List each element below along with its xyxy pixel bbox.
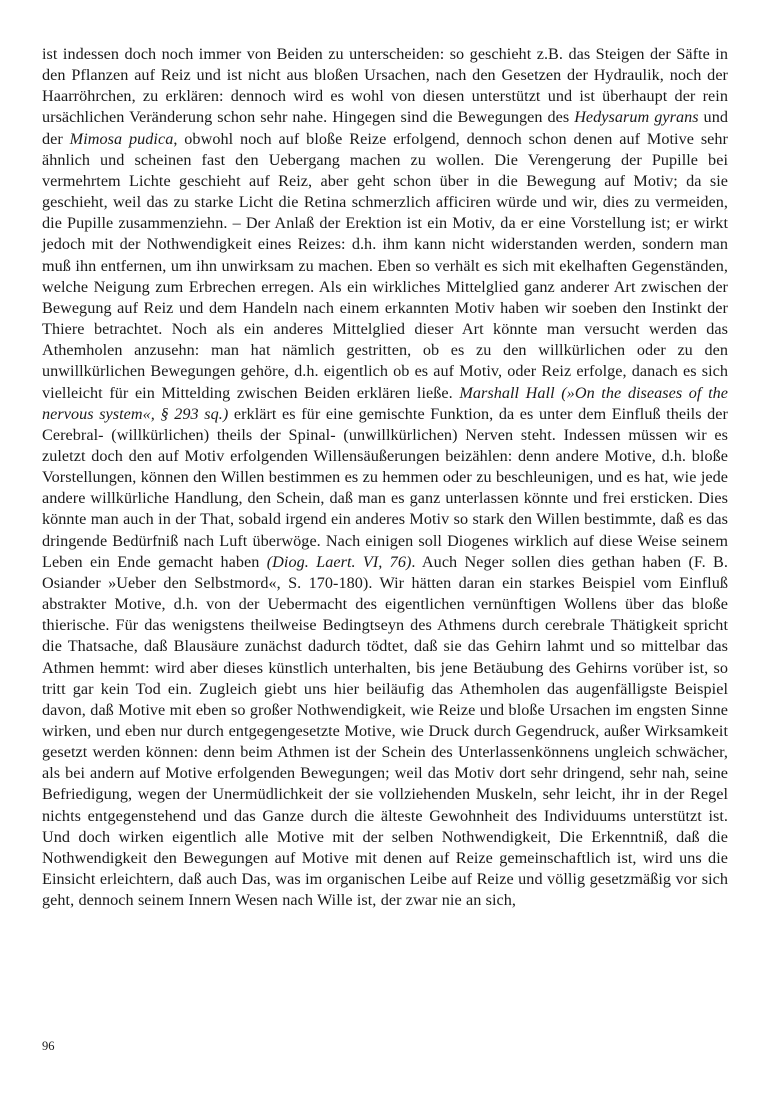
body-paragraph bbox=[42, 44, 728, 911]
text-segment: und der bbox=[42, 108, 728, 148]
italic-text-segment: Mimosa pudica bbox=[69, 129, 174, 148]
italic-text-segment: Marshall Hall (»On the diseases of the nervous system«, § 293 sq.) bbox=[42, 383, 728, 423]
italic-text-segment: (Diog. Laert. VI, 76) bbox=[266, 552, 412, 571]
body-text-block bbox=[42, 44, 728, 911]
text-segment: erklärt es für eine gemischte Funktion, da es unter dem Einfluß theils der Cerebral- (willkürlichen) theils der Spinal- (unwillkürlichen) Nerven steht. Indessen müssen wir es zuletzt doch den auf Motiv erfolgenden Willensäußerungen beizählen: denn andere Motive, d.h. bloße Vorstellungen, können den Willen bestimmen es zu hemmen oder zu beschleunigen, und es hat, wie jede andere willkürliche Handlung, den Schein, daß man es ganz unterlassen könnte und frei ersticken. Dies könnte man auch in der That, sobald irgend ein anderes Motiv so stark den Willen bestimmte, daß es das dringende Bedürfniß nach Luft überwöge. Nach einigen soll Diogenes wirklich auf diese Weise seinem Leben ein Ende gemacht haben bbox=[42, 404, 728, 571]
italic-text-segment: Hedysarum gyrans bbox=[574, 108, 699, 127]
text-segment: , obwohl noch auf bloße Reize erfolgend, dennoch schon denen auf Motive sehr ähnlich und scheinen fast den Uebergang machen zu wollen. Die Verengerung der Pupille bei vermehrtem Lichte geschieht auf Reiz, aber geht schon über in die Bewegung auf Motiv; da sie geschieht, weil das zu starke Licht die Retina schmerzlich afficiren würde und wir, dies zu vermeiden, die Pupille zusammenziehn. – Der Anlaß der Erektion ist ein Motiv, da er eine Vorstellung ist; er wirkt jedoch mit der Nothwendigkeit eines Reizes: d.h. ihm kann nicht widerstanden werden, sondern man muß ihn entfernen, um ihn unwirksam zu machen. Eben so verhält es sich mit ekelhaften Gegenständen, welche Neigung zum Erbrechen erregen. Als ein wirkliches Mittelglied ganz anderer Art zwischen der Bewegung auf Reiz und dem Handeln nach einem erkannten Motiv haben wir soeben den Instinkt der Thiere betrachtet. Noch als ein anderes Mittelglied dieser Art könnte man versucht werden das Athemholen anzusehn: man hat nämlich gestritten, ob es zu den willkürlichen oder zu den unwillkürlichen Bewegungen gehöre, d.h. eigentlich ob es auf Motiv, oder Reiz erfolge, danach es sich vielleicht für ein Mittelding zwischen Beiden erklären ließe. bbox=[42, 129, 728, 402]
page-number: 96 bbox=[42, 1039, 55, 1053]
text-segment: ist indessen doch noch immer von Beiden zu unterscheiden: so geschieht z.B. das Steigen der Säfte in den Pflanzen auf Reiz und ist nicht aus bloßen Ursachen, nach den Gesetzen der Hydraulik, noch der Haarröhrchen, zu erklären: dennoch wird es wohl von diesen unterstützt und ist überhaupt der rein ursächlichen Veränderung schon sehr nahe. Hingegen sind die Bewegungen des bbox=[42, 45, 728, 127]
text-segment: . Auch Neger sollen dies gethan haben (F. B. Osiander »Ueber den Selbstmord«, S. 170-180). Wir hätten daran ein starkes Beispiel vom Einfluß abstrakter Motive, d.h. von der Uebermacht des eigentlichen vernünftigen Wollens über das bloße thierische. Für das wenigstens theilweise Bedingtseyn des Athmens durch cerebrale Thätigkeit spricht die Thatsache, daß Blausäure zunächst dadurch tödtet, daß sie das Gehirn lahmt und so mittelbar das Athmen hemmt: wird aber dieses künstlich unterhalten, bis jene Betäubung des Gehirns vorüber ist, so tritt gar kein Tod ein. Zugleich giebt uns hier beiläufig das Athemholen das augenfälligste Beispiel davon, daß Motive mit eben so großer Nothwendigkeit, wie Reize und bloße Ursachen im engsten Sinne wirken, und eben nur durch entgegengesetzte Motive, wie Druck durch Gegendruck, außer Wirksamkeit gesetzt werden können: denn beim Athmen ist der Schein des Unterlassenkönnens ungleich schwächer, als bei andern auf Motive erfolgenden Bewegungen; weil das Motiv dort sehr dringend, sehr nah, seine Befriedigung, wegen der Unermüdlichkeit der sie vollziehenden Muskeln, sehr leicht, ihr in der Regel nichts entgegenstehend und das Ganze durch die älteste Gewohnheit des Individuums unterstützt ist. Und doch wirken eigentlich alle Motive mit der selben Nothwendigkeit, Die Erkenntniß, daß die Nothwendigkeit den Bewegungen auf Motive mit denen auf Reize gemeinschaftlich ist, wird uns die Einsicht erleichtern, daß auch Das, was im organischen Leibe auf Reize und völlig gesetzmäßig vor sich geht, dennoch seinem Innern Wesen nach Wille ist, der zwar nie an sich, bbox=[42, 552, 729, 910]
